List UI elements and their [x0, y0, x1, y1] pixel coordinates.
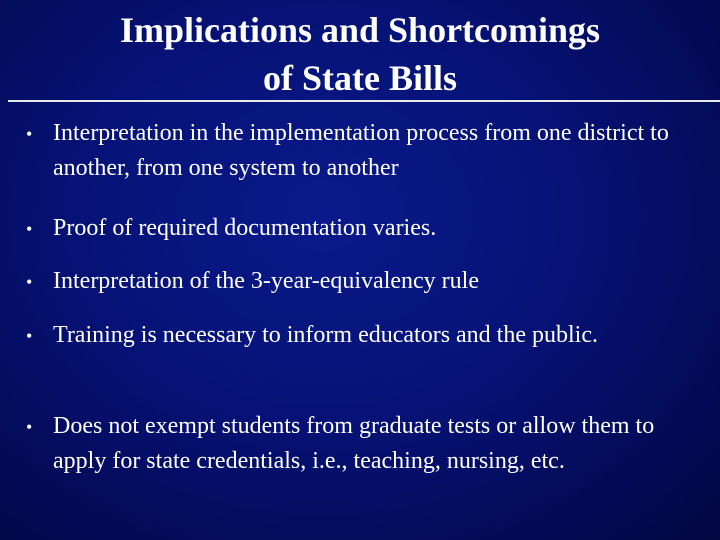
slide-title-line-1: Implications and Shortcomings — [119, 10, 601, 50]
bullet-dot: • — [26, 219, 33, 239]
bullet-text: Interpretation in the implementation process from one district to another, from one system to another — [53, 120, 669, 181]
bullet-dot: • — [26, 326, 33, 346]
slide-title — [0, 6, 720, 102]
bullet-text: Interpretation of the 3-year-equivalency rule — [53, 268, 479, 294]
slide-title-line-2: of State Bills — [263, 58, 457, 98]
bullet-text: Does not exempt students from graduate tests or allow them to apply for state credentials, i.e., teaching, nursing, etc. — [53, 413, 655, 474]
title-divider — [8, 100, 720, 102]
bullet-text: Proof of required documentation varies. — [53, 215, 437, 241]
bullet-dot: • — [26, 417, 33, 437]
bullet-dot: • — [26, 272, 33, 292]
bullet-dot: • — [26, 124, 33, 144]
bullet-text: Training is necessary to inform educators and the public. — [53, 322, 598, 348]
